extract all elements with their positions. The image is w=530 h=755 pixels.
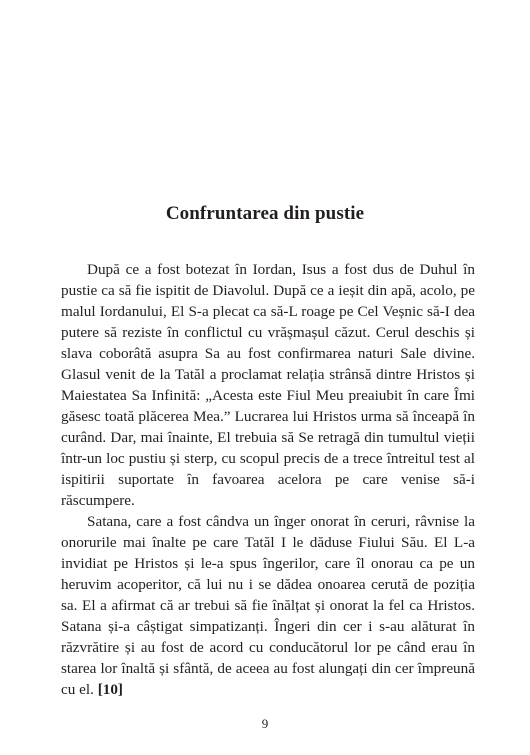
paragraph-2-text: Satana, care a fost cândva un înger onorat în ceruri, râvnise la onorurile mai înalte pe care Tatăl I le dăduse Fiului Său. El L-a invidiat pe Hristos și le-a spus îngerilor, care îl onorau ca pe un heruvim acoperitor, că lui nu i se dădea onoarea cerută de poziția sa. El a afirmat că ar trebui să fie înălțat și onorat la fel ca Hristos. Satana și-a câștigat simpatizanți. Îngeri din cer i s-au alăturat în răzvrătire și au fost de acord cu conducătorul lor pe când erau în starea lor înaltă și sfântă, de aceea au fost alungați din cer împreună cu el. [61,513,475,698]
paragraph-2 [61,511,475,700]
paragraph-1 [61,259,475,511]
paragraph-1-text: După ce a fost botezat în Iordan, Isus a fost dus de Duhul în pustie ca să fie ispitit de Diavolul. După ce a ieșit din apă, acolo, pe malul Iordanului, El S-a plecat ca să-L roage pe Cel Veșnic să-I dea putere să reziste în conflictul cu vrășmașul căzut. Cerul deschis și slava coborâtă asupra Sa au fost confirmarea naturi Sale divine. Glasul venit de la Tatăl a proclamat relația strânsă dintre Hristos și Maiestatea Sa Infinită: „Acesta este Fiul Meu preaiubit în care Îmi găsesc toată plăcerea Mea.” Lucrarea lui Hristos urma să înceapă în curând. Dar, mai înainte, El trebuia să Se retragă din tumultul vieții într-un loc pustiu și sterp, cu scopul precis de a trece întreitul test al ispitirii suportate în favoarea acelora pe care venise să-i răscumpere. [61,261,475,509]
page-number: 9 [261,716,269,731]
chapter-title: Confruntarea din pustie [165,203,365,224]
chapter-body [61,259,475,700]
source-reference: [10] [97,681,123,698]
